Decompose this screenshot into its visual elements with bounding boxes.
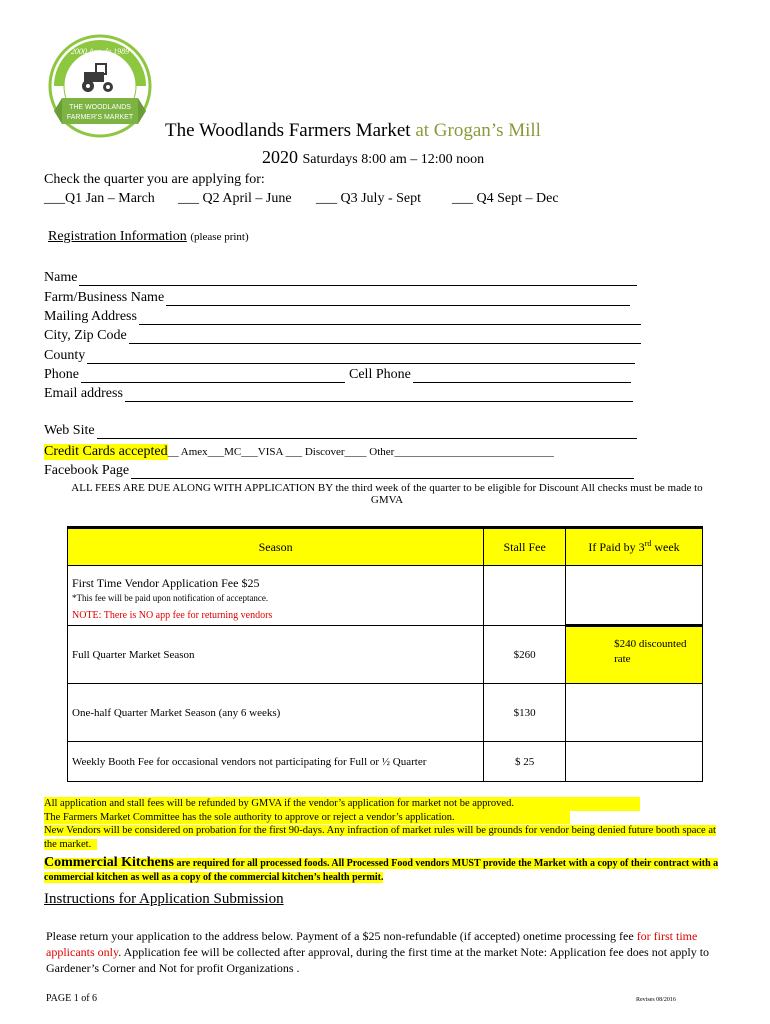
table-row <box>68 684 703 742</box>
cell-input[interactable] <box>413 368 631 383</box>
facebook-field[interactable] <box>44 463 634 479</box>
instructions-part-1: Please return your application to the address below. Payment of a $25 non-refundable (if accepted) onetime processing fee <box>46 929 637 943</box>
registration-note: (please print) <box>190 231 249 243</box>
discount-cell <box>566 684 703 742</box>
quarter-option-q3[interactable]: ___ Q3 July - Sept <box>316 191 421 206</box>
header-stall-fee: Stall Fee <box>484 528 566 566</box>
instructions-heading: Instructions for Application Submission <box>44 891 284 907</box>
fee-cell: $ 25 <box>484 742 566 782</box>
year: 2020 <box>262 147 298 167</box>
logo-line-1: THE WOODLANDS <box>69 104 131 111</box>
city-field[interactable] <box>44 328 641 344</box>
fees-notice: ALL FEES ARE DUE ALONG WITH APPLICATION BY the third week of the quarter to be eligible for Discount All checks must be made to GMVA <box>71 482 703 506</box>
paid-by-pre: If Paid by 3 <box>588 540 645 554</box>
mailing-field[interactable] <box>44 309 641 325</box>
note-probation: New Vendors will be considered on probation for the first 90-days. Any infraction of market rules will be grounds for vendor being denied future booth space at the market. <box>44 825 716 850</box>
commercial-lead: Commercial Kitchens <box>44 855 174 870</box>
credit-cards-options[interactable]: __ Amex___MC___VISA ___ Discover____ Other_____________________________ <box>167 446 554 458</box>
farm-input[interactable] <box>166 291 630 306</box>
phone-input[interactable] <box>81 368 345 383</box>
city-label: City, Zip Code <box>44 328 127 343</box>
fee-cell: $130 <box>484 684 566 742</box>
registration-title: Registration Information <box>48 229 187 244</box>
facebook-input[interactable] <box>131 464 634 479</box>
credit-cards-label: Credit Cards accepted <box>44 444 168 459</box>
paid-by-post: week <box>651 540 680 554</box>
name-input[interactable] <box>79 271 637 286</box>
commercial-rest: are required for all processed foods. All Processed Food vendors MUST provide the Market with a copy of their contract with a commercial kitchen as well as a copy of the commercial kitchen’s health permit. <box>44 858 719 883</box>
facebook-label: Facebook Page <box>44 463 130 478</box>
title-accent: at Grogan’s Mill <box>415 120 541 141</box>
instructions-part-2: . Application fee will be collected after approval, during the first time at the market Note: Application fee does not apply to Gardener’s Corner and Not for profit Organizations . <box>46 945 710 975</box>
note-committee: The Farmers Market Committee has the sole authority to approve or reject a vendor’s application. <box>44 811 570 825</box>
table-row <box>68 626 703 684</box>
county-field[interactable] <box>44 348 635 364</box>
instructions-red: for first time applicants only <box>46 929 698 959</box>
table-header-row <box>68 528 703 566</box>
page-subtitle <box>262 147 484 168</box>
fee-cell <box>484 566 566 626</box>
note-refund: All application and stall fees will be refunded by GMVA if the vendor’s application for market not be approved. <box>44 797 640 811</box>
mailing-input[interactable] <box>139 310 641 325</box>
registration-heading <box>48 229 249 245</box>
table-row <box>68 742 703 782</box>
discount-cell <box>566 742 703 782</box>
logo-arc-text: 2000 Ann de 1989 <box>70 47 130 56</box>
discount-cell <box>566 566 703 626</box>
season-cell: Weekly Booth Fee for occasional vendors not participating for Full or ½ Quarter <box>68 742 484 782</box>
name-field[interactable] <box>44 270 637 286</box>
fee-table <box>67 526 703 782</box>
farm-field[interactable] <box>44 290 630 306</box>
header-paid-by <box>566 528 703 566</box>
city-input[interactable] <box>129 329 641 344</box>
website-label: Web Site <box>44 423 95 438</box>
fee-cell: $260 <box>484 626 566 684</box>
commercial-kitchens-notice <box>44 856 724 885</box>
refund-notes <box>44 797 716 851</box>
revised-date: Revises 08/2016 <box>636 997 676 1003</box>
phone-field[interactable] <box>44 367 631 383</box>
email-field[interactable] <box>44 386 633 402</box>
quarter-option-q2[interactable]: ___ Q2 April – June <box>178 191 292 206</box>
table-row <box>68 566 703 626</box>
phone-label: Phone <box>44 367 79 382</box>
paid-by-sup: rd <box>644 539 652 548</box>
header-season: Season <box>68 528 484 566</box>
quarter-option-q1[interactable]: ___Q1 Jan – March <box>44 191 155 206</box>
season-cell <box>68 566 484 626</box>
title-main: The Woodlands Farmers Market <box>165 120 416 141</box>
quarter-option-q4[interactable]: ___ Q4 Sept – Dec <box>452 191 559 206</box>
page-number: PAGE 1 of 6 <box>46 993 98 1004</box>
cell-label: Cell Phone <box>349 367 411 382</box>
website-input[interactable] <box>97 424 637 439</box>
county-input[interactable] <box>87 349 635 364</box>
credit-cards-field[interactable] <box>44 444 554 460</box>
email-input[interactable] <box>125 387 633 402</box>
season-name: First Time Vendor Application Fee $25 <box>72 576 260 590</box>
season-note: *This fee will be paid upon notification of acceptance. <box>72 593 269 603</box>
schedule: Saturdays 8:00 am – 12:00 noon <box>302 152 485 167</box>
name-label: Name <box>44 270 78 285</box>
logo-line-2: FARMER'S MARKET <box>66 114 134 121</box>
season-cell: One-half Quarter Market Season (any 6 weeks) <box>68 684 484 742</box>
market-logo <box>40 32 160 152</box>
instructions-text <box>46 928 716 976</box>
discount-cell: $240 discounted rate <box>566 626 703 684</box>
season-cell: Full Quarter Market Season <box>68 626 484 684</box>
quarter-prompt: Check the quarter you are applying for: <box>44 172 265 187</box>
page-title <box>165 120 541 142</box>
email-label: Email address <box>44 386 123 401</box>
farm-label: Farm/Business Name <box>44 290 165 305</box>
mailing-label: Mailing Address <box>44 309 137 324</box>
season-note-red: NOTE: There is NO app fee for returning vendors <box>72 610 273 621</box>
county-label: County <box>44 348 86 363</box>
website-field[interactable] <box>44 423 637 439</box>
